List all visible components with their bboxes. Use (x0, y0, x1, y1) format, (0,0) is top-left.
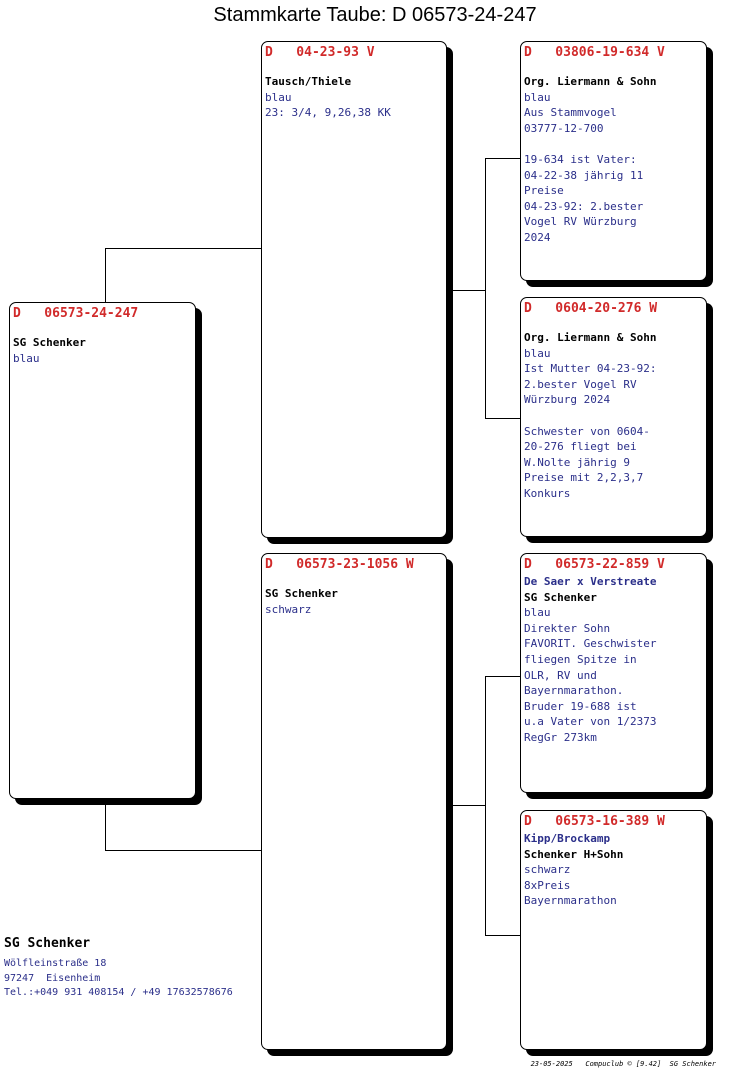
page-title: Stammkarte Taube: D 06573-24-247 (213, 4, 537, 26)
sire-header: D 04-23-93 V (265, 45, 375, 60)
sire-dam-body (524, 330, 703, 502)
owner-phone: Tel.:+049 931 408154 / +49 17632578676 (4, 987, 233, 998)
owner-city: 97247 Eisenheim (4, 972, 101, 984)
dam-dam-header: D 06573-16-389 W (524, 814, 665, 829)
sire-dam-breeder: Org. Liermann & Sohn (524, 331, 657, 344)
sire-dam-line: Schwester von 0604- (524, 424, 650, 438)
dam-sire-line: Bruder 19-688 ist (524, 699, 637, 713)
dam-dam-breeder: Schenker H+Sohn (524, 847, 624, 861)
sire-card (261, 41, 447, 538)
sire-line: blau (265, 90, 292, 104)
sire-dam-line: Konkurs (524, 486, 571, 500)
dam-sire-line: fliegen Spitze in (524, 652, 637, 666)
owner-name: SG Schenker (4, 936, 91, 951)
connector-line (453, 290, 485, 291)
owner-street: Wölfleinstraße 18 (4, 958, 107, 969)
sire-dam-card (520, 297, 707, 537)
connector-line (105, 850, 262, 851)
sire-dam-header: D 0604-20-276 W (524, 301, 658, 316)
connector-line (105, 248, 106, 303)
dam-sire-line: u.a Vater von 1/2373 (524, 715, 657, 729)
sire-dam-line: W.Nolte jährig 9 (524, 455, 630, 469)
connector-line (485, 158, 486, 419)
sire-sire-line: Vogel RV Würzburg (524, 215, 637, 229)
sire-sire-line: 03777-12-700 (524, 121, 604, 135)
dam-dam-line: Bayernmarathon (524, 894, 617, 908)
owner-block (4, 936, 233, 1001)
sire-sire-body (524, 74, 703, 246)
sire-dam-line: Ist Mutter 04-23-92: (524, 362, 657, 376)
connector-line (485, 676, 486, 936)
dam-sire-line: Direkter Sohn (524, 621, 611, 635)
dam-sire-breeder: SG Schenker (524, 590, 597, 604)
dam-sire-line: RegGr 273km (524, 730, 597, 744)
subject-line: blau (13, 351, 40, 365)
sire-line: 23: 3/4, 9,26,38 KK (265, 106, 391, 120)
connector-line (485, 676, 521, 677)
sire-sire-card (520, 41, 707, 281)
dam-dam-body (524, 831, 703, 909)
sire-sire-line: 19-634 ist Vater: (524, 152, 637, 166)
sire-dam-line: 2.bester Vogel RV (524, 377, 637, 391)
dam-breeder: SG Schenker (265, 587, 338, 600)
subject-breeder: SG Schenker (13, 336, 86, 349)
sire-sire-breeder: Org. Liermann & Sohn (524, 75, 657, 88)
dam-sire-origin: De Saer x Verstreate (524, 575, 657, 588)
sire-breeder: Tausch/Thiele (265, 75, 352, 88)
subject-card (9, 302, 196, 799)
sire-sire-line: 04-22-38 jährig 11 (524, 168, 644, 182)
dam-sire-line: FAVORIT. Geschwister (524, 637, 657, 651)
connector-line (485, 935, 521, 936)
sire-dam-line: Preise mit 2,2,3,7 (524, 471, 644, 485)
dam-dam-card (520, 810, 707, 1050)
sire-sire-line (524, 136, 703, 152)
dam-line: schwarz (265, 602, 312, 616)
connector-line (105, 800, 106, 850)
sire-dam-line: Würzburg 2024 (524, 393, 611, 407)
sire-sire-line: Aus Stammvogel (524, 106, 617, 120)
dam-body (265, 586, 443, 617)
connector-line (485, 418, 521, 419)
dam-dam-origin: Kipp/Brockamp (524, 832, 611, 845)
sire-sire-header: D 03806-19-634 V (524, 45, 665, 60)
dam-sire-card (520, 553, 707, 793)
sire-body (265, 74, 443, 121)
subject-header: D 06573-24-247 (13, 306, 139, 321)
dam-header: D 06573-23-1056 W (265, 557, 414, 572)
footer-credit: 23-05-2025 Compuclub © [9.42] SG Schenker (530, 1060, 716, 1068)
dam-sire-line: Bayernmarathon. (524, 684, 624, 698)
dam-sire-body (524, 574, 703, 746)
connector-line (485, 158, 521, 159)
dam-sire-header: D 06573-22-859 V (524, 557, 665, 572)
sire-dam-line (524, 408, 703, 424)
connector-line (453, 805, 485, 806)
dam-dam-line: schwarz (524, 863, 571, 877)
subject-body (13, 335, 192, 366)
sire-sire-line: 04-23-92: 2.bester (524, 199, 644, 213)
sire-sire-line: blau (524, 90, 551, 104)
sire-dam-line: blau (524, 346, 551, 360)
dam-sire-line: blau (524, 606, 551, 620)
sire-dam-line: 20-276 fliegt bei (524, 440, 637, 454)
dam-sire-line: OLR, RV und (524, 668, 597, 682)
dam-card (261, 553, 447, 1050)
connector-line (105, 248, 262, 249)
sire-sire-line: Preise (524, 184, 564, 198)
dam-dam-line: 8xPreis (524, 878, 571, 892)
sire-sire-line: 2024 (524, 230, 551, 244)
